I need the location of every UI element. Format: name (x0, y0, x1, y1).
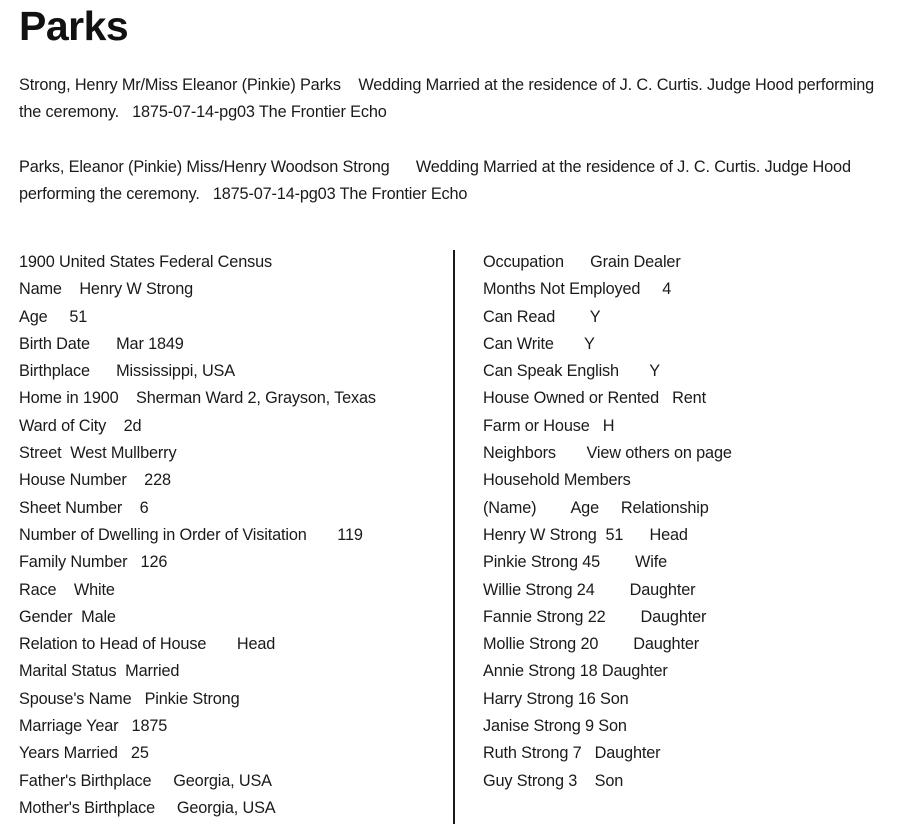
census-field-birthplace: Birthplace Mississippi, USA (19, 362, 235, 381)
census-field-birth-date: Birth Date Mar 1849 (19, 334, 184, 353)
census-field-home: Home in 1900 Sherman Ward 2, Grayson, Texas (19, 389, 376, 408)
census-field-mother-birthplace: Mother's Birthplace Georgia, USA (19, 798, 276, 817)
census-field-years-married: Years Married 25 (19, 744, 149, 763)
census-field-spouse: Spouse's Name Pinkie Strong (19, 689, 240, 708)
census-field-street: Street West Mullberry (19, 444, 177, 463)
page-title: Parks (19, 3, 129, 49)
census-field-can-write: Can Write Y (483, 334, 595, 353)
census-field-marital-status: Marital Status Married (19, 662, 180, 681)
census-heading: 1900 United States Federal Census (19, 253, 272, 271)
census-left-column (19, 249, 444, 822)
census-field-can-speak-english: Can Speak English Y (483, 362, 660, 381)
census-field-gender: Gender Male (19, 607, 116, 626)
census-field-months-not-employed: Months Not Employed 4 (483, 280, 672, 299)
census-field-marriage-year: Marriage Year 1875 (19, 717, 168, 736)
census-field-house-owned: House Owned or Rented Rent (483, 389, 706, 408)
household-member: Pinkie Strong 45 Wife (483, 553, 668, 572)
census-field-sheet-number: Sheet Number 6 (19, 498, 149, 517)
household-member: Annie Strong 18 Daughter (483, 662, 668, 681)
newspaper-entry: Parks, Eleanor (Pinkie) Miss/Henry Woodson Strong Wedding Married at the residence of J. C. Curtis. Judge Hood performing the ceremony. 1875-07-14-pg03 The Frontier Echo (19, 158, 856, 203)
census-field-father-birthplace: Father's Birthplace Georgia, USA (19, 771, 272, 790)
census-field-dwelling-number: Number of Dwelling in Order of Visitation 119 (19, 525, 363, 544)
household-member: Guy Strong 3 Son (483, 771, 624, 790)
household-members-heading: Household Members (483, 471, 631, 490)
household-member: Fannie Strong 22 Daughter (483, 607, 707, 626)
census-field-neighbors: Neighbors View others on page (483, 444, 732, 463)
household-member: Ruth Strong 7 Daughter (483, 744, 661, 763)
household-member: Mollie Strong 20 Daughter (483, 635, 700, 654)
census-field-ward: Ward of City 2d (19, 416, 142, 435)
household-member: Henry W Strong 51 Head (483, 525, 688, 544)
household-member: Harry Strong 16 Son (483, 689, 629, 708)
household-member: Willie Strong 24 Daughter (483, 580, 696, 599)
census-field-occupation: Occupation Grain Dealer (483, 253, 681, 271)
column-divider (453, 250, 455, 824)
census-field-farm-or-house: Farm or House H (483, 416, 615, 435)
census-right-column (483, 249, 893, 795)
census-field-house-number: House Number 228 (19, 471, 171, 490)
newspaper-entry: Strong, Henry Mr/Miss Eleanor (Pinkie) Parks Wedding Married at the residence of J. C. Curtis. Judge Hood performing the ceremony. 1875-07-14-pg03 The Frontier Echo (19, 76, 879, 121)
census-field-can-read: Can Read Y (483, 307, 601, 326)
census-field-family-number: Family Number 126 (19, 553, 168, 572)
census-field-age: Age 51 (19, 307, 88, 326)
census-field-name: Name Henry W Strong (19, 280, 194, 299)
census-field-race: Race White (19, 580, 115, 599)
census-field-relation: Relation to Head of House Head (19, 635, 276, 654)
household-member: Janise Strong 9 Son (483, 717, 627, 736)
household-header-row: (Name) Age Relationship (483, 498, 709, 517)
